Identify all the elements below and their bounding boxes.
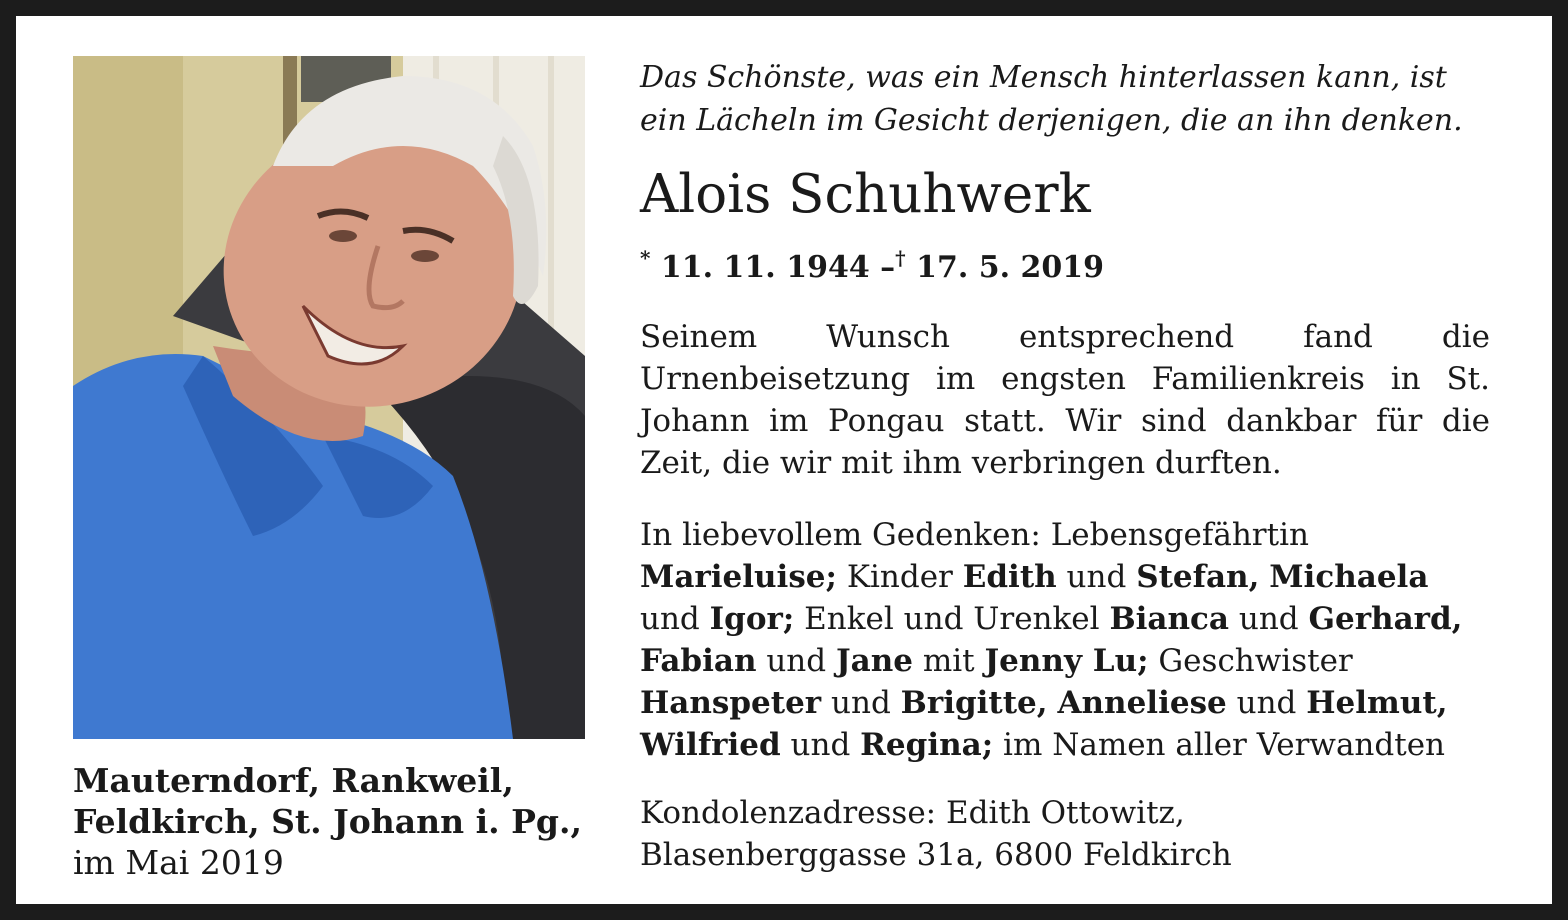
mourner-name: Michaela: [1269, 559, 1429, 595]
portrait-photo: [73, 56, 585, 739]
connector-text: und: [1238, 601, 1299, 637]
place-date: im Mai 2019: [73, 843, 284, 882]
motto-line-2: ein Lächeln im Gesicht derjenigen, die an ihn denken.: [640, 103, 1463, 138]
connector-text: und: [766, 643, 827, 679]
mourner-name: Anneliese: [1057, 685, 1227, 721]
death-date: 17. 5. 2019: [916, 250, 1104, 285]
mourner-name: Helmut,: [1306, 685, 1448, 721]
mourner-name: Stefan,: [1136, 559, 1260, 595]
deceased-name: Alois Schuhwerk: [640, 164, 1091, 225]
mourner-name: Fabian: [640, 643, 757, 679]
relation-text: Kinder: [846, 559, 953, 595]
mourner-name: Marieluise;: [640, 559, 837, 595]
relation-text: Geschwister: [1158, 643, 1353, 679]
mourner-name: Igor;: [709, 601, 795, 637]
date-separator: –: [880, 250, 896, 285]
mourner-name: Jenny Lu;: [984, 643, 1149, 679]
place-line-1: Mauterndorf, Rankweil,: [73, 761, 514, 800]
mourners-intro: In liebevollem Gedenken: Lebensgefährtin: [640, 517, 1309, 553]
mourner-name: Jane: [835, 643, 913, 679]
connector-text: und: [790, 727, 851, 763]
condolence-line-1: Kondolenzadresse: Edith Ottowitz,: [640, 795, 1185, 831]
connector-text: und: [1066, 559, 1127, 595]
life-dates: [640, 238, 1500, 288]
motto: [640, 56, 1500, 142]
announcement-paragraph: Seinem Wunsch entsprechend fand die Urnenbeisetzung im engsten Familienkreis in St. Johann im Pongau statt. Wir sind dankbar für die Zeit, die wir mit ihm verbringen durften.: [640, 319, 1490, 481]
mourner-name: Gerhard,: [1308, 601, 1463, 637]
motto-line-1: Das Schönste, was ein Mensch hinterlassen kann, ist: [640, 60, 1447, 95]
connector-text: mit: [922, 643, 975, 679]
relation-text: im Namen aller Verwandten: [1003, 727, 1446, 763]
condolence-address: [640, 792, 1490, 876]
mourner-name: Hanspeter: [640, 685, 822, 721]
mourner-name: Regina;: [860, 727, 994, 763]
relation-text: Enkel und Urenkel: [804, 601, 1100, 637]
connector-text: und: [831, 685, 891, 721]
mourners-paragraph: [640, 514, 1490, 766]
place-and-date: [73, 760, 593, 883]
birth-symbol: *: [640, 246, 651, 270]
obituary-text: [640, 56, 1500, 876]
condolence-line-2: Blasenberggasse 31a, 6800 Feldkirch: [640, 837, 1232, 873]
mourner-name: Edith: [962, 559, 1057, 595]
mourner-name: Bianca: [1109, 601, 1230, 637]
mourner-name: Brigitte,: [900, 685, 1048, 721]
connector-text: und: [1236, 685, 1297, 721]
death-symbol: †: [895, 246, 906, 270]
place-line-2: Feldkirch, St. Johann i. Pg.,: [73, 802, 582, 841]
birth-date: 11. 11. 1944: [660, 250, 870, 285]
connector-text: und: [640, 601, 700, 637]
mourner-name: Wilfried: [640, 727, 781, 763]
